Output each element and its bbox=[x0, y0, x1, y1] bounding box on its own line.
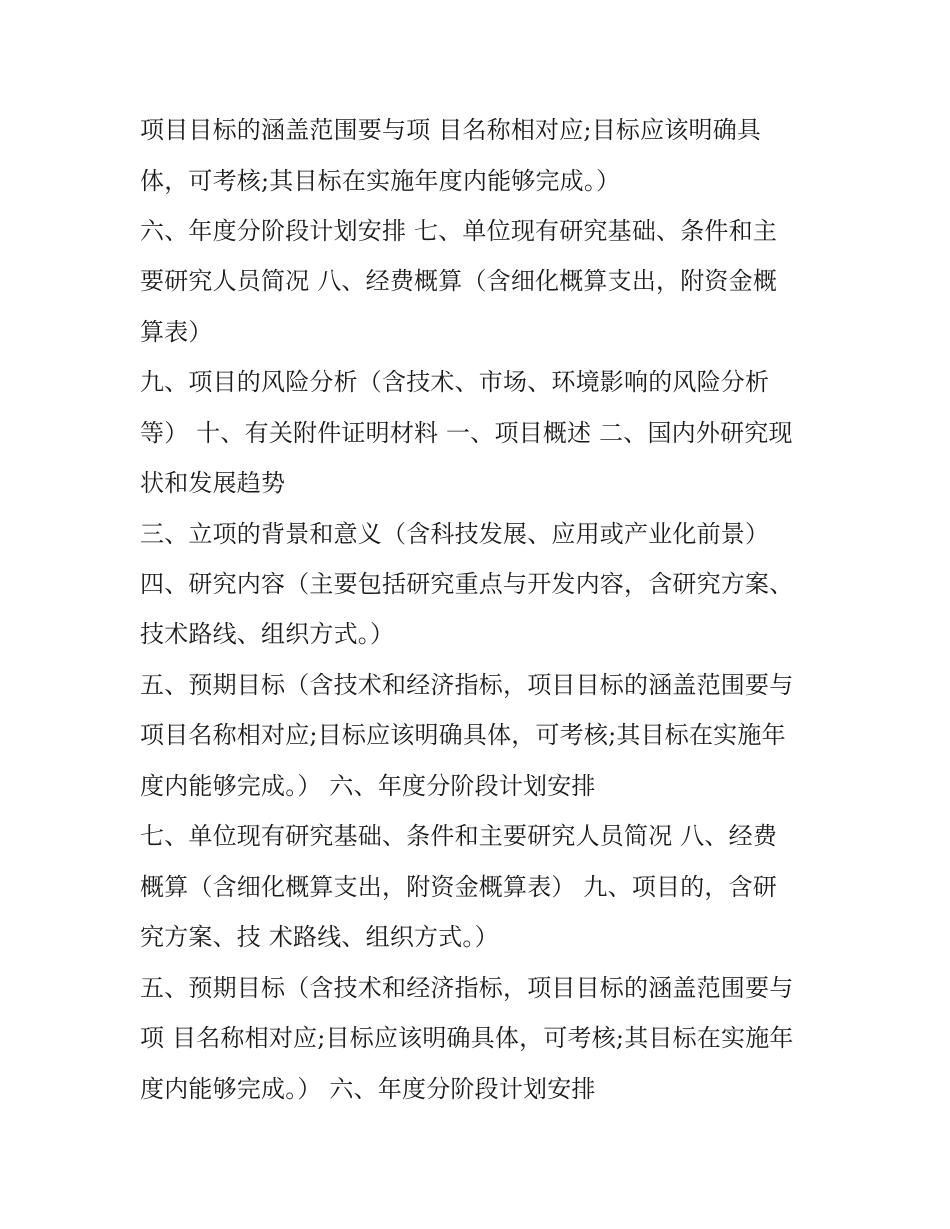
text-line: 九、项目的风险分析（含技术、市场、环境影响的风险分析 bbox=[140, 368, 770, 396]
text-line: 技术路线、组织方式。） bbox=[140, 620, 395, 648]
text-line: 项 目名称相对应;目标应该明确具体，可考核;其目标在实施年 bbox=[140, 1024, 794, 1052]
text-line: 三、立项的背景和意义（含科技发展、应用或产业化前景） bbox=[140, 520, 770, 548]
text-line: 六、年度分阶段计划安排 七、单位现有研究基础、条件和主 bbox=[140, 217, 778, 245]
text-line: 四、研究内容（主要包括研究重点与开发内容，含研究方案、 bbox=[140, 570, 794, 598]
text-line: 七、单位现有研究基础、条件和主要研究人员简况 八、经费 bbox=[140, 822, 778, 850]
text-line: 究方案、技 术路线、组织方式。） bbox=[140, 923, 499, 951]
text-line: 度内能够完成。） 六、年度分阶段计划安排 bbox=[140, 772, 596, 800]
text-line: 五、预期目标（含技术和经济指标，项目目标的涵盖范围要与 bbox=[140, 671, 794, 699]
text-line: 度内能够完成。） 六、年度分阶段计划安排 bbox=[140, 1075, 596, 1103]
text-line: 项目名称相对应;目标应该明确具体，可考核;其目标在实施年 bbox=[140, 721, 786, 749]
text-line: 项目目标的涵盖范围要与项 目名称相对应;目标应该明确具 bbox=[140, 116, 762, 144]
text-line: 概算（含细化概算支出，附资金概算表） 九、项目的，含研 bbox=[140, 873, 778, 901]
text-line: 状和发展趋势 bbox=[140, 469, 286, 497]
text-line: 五、预期目标（含技术和经济指标，项目目标的涵盖范围要与 bbox=[140, 974, 794, 1002]
text-line: 要研究人员简况 八、经费概算（含细化概算支出，附资金概 bbox=[140, 267, 778, 295]
text-line: 体，可考核;其目标在实施年度内能够完成。） bbox=[140, 167, 621, 195]
text-line: 算表） bbox=[140, 318, 213, 346]
text-line: 等） 十、有关附件证明材料 一、项目概述 二、国内外研究现 bbox=[140, 419, 793, 447]
